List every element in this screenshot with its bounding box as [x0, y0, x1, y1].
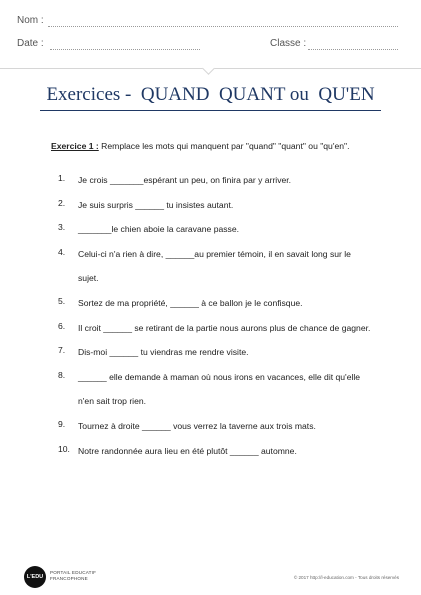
exercise-item [58, 345, 388, 370]
item-text: ______ elle demande à maman où nous irons en vacances, elle dit qu'elle [78, 371, 361, 382]
exercise-list [58, 173, 388, 468]
exercise-instruction [51, 141, 349, 151]
item-number: 8. [58, 369, 66, 380]
exercise-item [58, 247, 388, 296]
footer-brand [50, 570, 96, 582]
item-text: _______le chien aboie la caravane passe. [78, 224, 240, 235]
item-text: Sortez de ma propriété, ______ à ce ballon je le confisque. [78, 297, 303, 308]
footer-copyright: © 2017 http://l-education.com - Tous droits réservés [293, 575, 399, 580]
date-field[interactable] [50, 49, 200, 50]
exercise-item [58, 419, 388, 444]
brand-line-2: FRANCOPHONE [50, 576, 88, 581]
item-number: 6. [58, 320, 66, 331]
classe-field[interactable] [308, 49, 398, 50]
instruction-text: Remplace les mots qui manquent par "quand" "quant" ou "qu'en". [98, 141, 350, 151]
exercise-item [58, 370, 388, 419]
item-text: Tournez à droite ______ vous verrez la taverne aux trois mats. [78, 420, 316, 431]
exercise-item [58, 321, 388, 346]
item-number: 1. [58, 173, 66, 183]
item-text: Je suis surpris ______ tu insistes autant. [78, 199, 234, 210]
item-text: Notre randonnée aura lieu en été plutôt ______ automne. [78, 445, 297, 456]
item-number: 2. [58, 197, 66, 208]
exercise-item [58, 173, 388, 198]
item-number: 9. [58, 418, 66, 429]
nom-field[interactable] [48, 26, 398, 27]
item-text: n'en sait trop rien. [78, 396, 147, 407]
exercise-item [58, 296, 388, 321]
classe-label: Classe : [270, 38, 307, 49]
ledu-logo: L'EDU [24, 566, 46, 588]
exercise-label: Exercice 1 : [51, 141, 99, 151]
item-text: Celui-ci n'a rien à dire, ______au premier témoin, il en savait long sur le [78, 248, 351, 259]
item-text: Je crois _______espérant un peu, on finira par y arriver. [78, 175, 292, 185]
brand-line-1: PORTAIL EDUCATIF [50, 570, 97, 575]
title-underline [40, 110, 381, 111]
exercise-item [58, 198, 388, 223]
nom-label: Nom : [17, 15, 44, 26]
item-text: Il croit ______ se retirant de la partie nous aurons plus de chance de gagner. [78, 322, 371, 333]
item-number: 5. [58, 295, 66, 306]
item-text: sujet. [78, 273, 99, 284]
item-number: 10. [58, 443, 70, 454]
item-number: 7. [58, 345, 66, 356]
exercise-item [58, 222, 388, 247]
item-number: 3. [58, 222, 66, 233]
worksheet-header [0, 0, 421, 69]
item-number: 4. [58, 246, 66, 257]
page-title: Exercices - QUAND QUANT ou QU'EN [46, 84, 375, 105]
date-label: Date : [17, 38, 44, 49]
item-text: Dis-moi ______ tu viendras me rendre visite. [78, 347, 249, 358]
exercise-item [58, 444, 388, 469]
